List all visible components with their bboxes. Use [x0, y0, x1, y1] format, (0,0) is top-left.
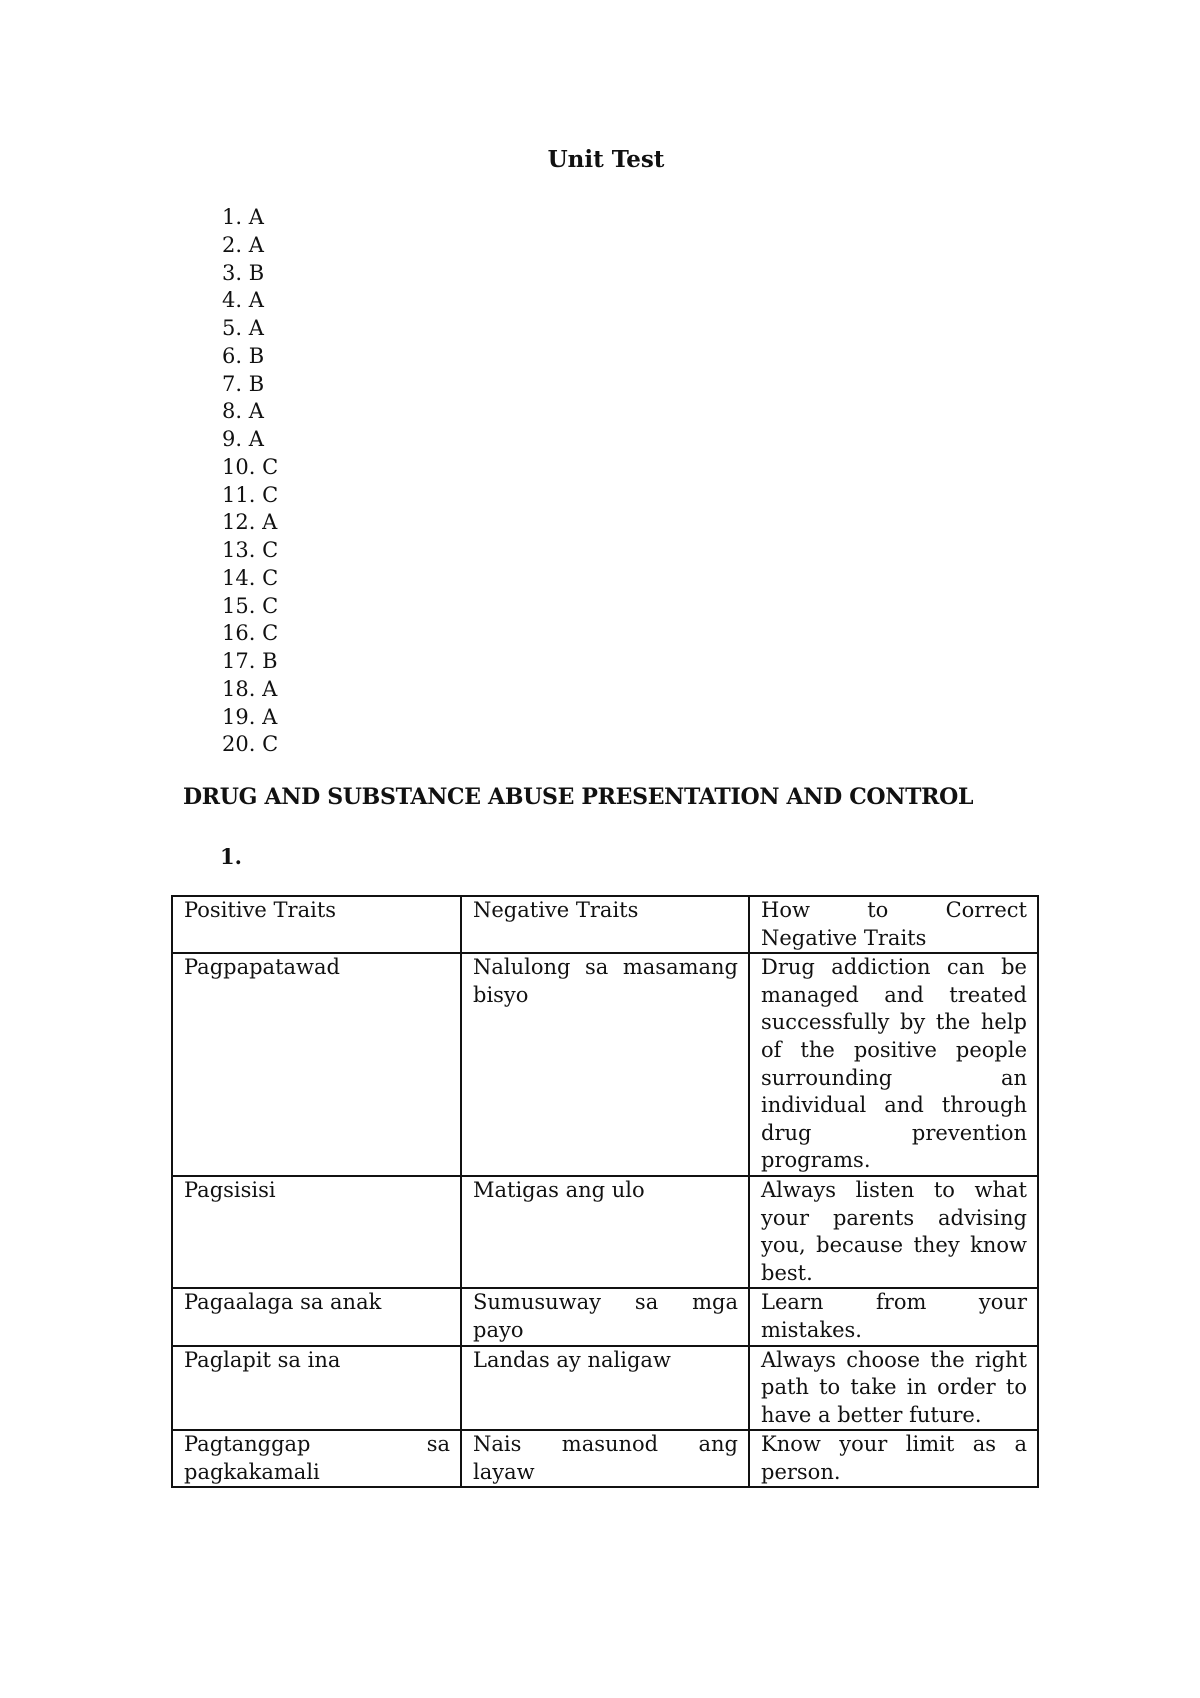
- answer-number: 8.: [222, 399, 243, 424]
- answer-letter: A: [248, 316, 264, 340]
- list-item: [222, 371, 278, 399]
- answer-letter: B: [262, 649, 278, 673]
- list-item: [222, 537, 278, 565]
- positive-trait-cell: Pagsisisi: [172, 1176, 461, 1288]
- answer-letter: A: [262, 704, 278, 729]
- answer-letter: A: [248, 427, 264, 451]
- answer-number: 1.: [222, 205, 243, 229]
- answer-letter: B: [248, 260, 265, 285]
- answer-number: 19.: [222, 704, 256, 729]
- correction-cell: Always listen to what your parents advising you, because they know best.: [749, 1176, 1038, 1288]
- table-row: [172, 1176, 1038, 1288]
- header-how-to-correct: How to Correct Negative Traits: [749, 896, 1038, 953]
- list-item: [222, 482, 278, 510]
- answer-number: 15.: [222, 593, 256, 618]
- list-item: [222, 454, 278, 482]
- list-item: [222, 287, 278, 315]
- page-title: Unit Test: [547, 146, 665, 173]
- positive-trait-cell: Pagtanggap sa pagkakamali: [172, 1430, 461, 1487]
- answer-letter: C: [262, 538, 279, 562]
- answer-number: 13.: [222, 538, 256, 562]
- list-item: [222, 704, 278, 732]
- table-row: [172, 953, 1038, 1176]
- answer-number: 6.: [222, 343, 243, 368]
- section-title: DRUG AND SUBSTANCE ABUSE PRESENTATION AND CONTROL: [183, 784, 974, 810]
- list-item: [222, 509, 278, 537]
- header-negative-traits: Negative Traits: [461, 896, 749, 953]
- answer-number: 18.: [222, 676, 256, 701]
- answer-letter: C: [262, 565, 279, 590]
- list-item: [222, 232, 278, 260]
- negative-trait-cell: Nais masunod ang layaw: [461, 1430, 749, 1487]
- correction-cell: Always choose the right path to take in order to have a better future.: [749, 1346, 1038, 1431]
- list-item: [222, 648, 278, 676]
- header-positive-traits: Positive Traits: [172, 896, 461, 953]
- table-header-row: [172, 896, 1038, 953]
- negative-trait-cell: Matigas ang ulo: [461, 1176, 749, 1288]
- positive-trait-cell: Paglapit sa ina: [172, 1346, 461, 1431]
- answer-letter: A: [262, 676, 278, 701]
- answer-number: 11.: [222, 482, 256, 507]
- answer-letter: C: [262, 454, 279, 479]
- table-row: [172, 1430, 1038, 1487]
- table-row: [172, 1288, 1038, 1345]
- list-item: [222, 260, 278, 288]
- answer-letter: A: [248, 288, 264, 313]
- answer-letter: B: [248, 343, 265, 368]
- answer-number: 16.: [222, 621, 256, 646]
- list-item: [222, 593, 278, 621]
- answer-number: 4.: [222, 288, 243, 313]
- answer-number: 9.: [222, 427, 243, 451]
- answer-number: 5.: [222, 316, 243, 340]
- answer-letter: A: [248, 232, 264, 257]
- answer-key-list: [222, 204, 278, 759]
- answer-number: 2.: [222, 232, 243, 257]
- answer-number: 20.: [222, 732, 256, 757]
- answer-letter: A: [262, 510, 278, 535]
- answer-letter: C: [262, 482, 279, 507]
- answer-letter: B: [248, 371, 265, 396]
- answer-number: 7.: [222, 371, 243, 396]
- answer-number: 17.: [222, 649, 256, 673]
- list-item: [222, 565, 278, 593]
- correction-cell: Know your limit as a person.: [749, 1430, 1038, 1487]
- answer-number: 12.: [222, 510, 256, 535]
- positive-trait-cell: Pagaalaga sa anak: [172, 1288, 461, 1345]
- list-item: [222, 398, 278, 426]
- correction-cell: Learn from your mistakes.: [749, 1288, 1038, 1345]
- list-item: [222, 426, 278, 454]
- answer-letter: C: [262, 732, 279, 757]
- negative-trait-cell: Nalulong sa masamang bisyo: [461, 953, 749, 1176]
- answer-letter: C: [262, 593, 279, 618]
- list-item: [222, 315, 278, 343]
- list-item: [222, 204, 278, 232]
- list-item: [222, 343, 278, 371]
- answer-number: 3.: [222, 260, 243, 285]
- answer-number: 14.: [222, 565, 256, 590]
- answer-letter: A: [248, 399, 264, 424]
- list-item: [222, 731, 278, 759]
- answer-number: 10.: [222, 454, 256, 479]
- negative-trait-cell: Sumusuway sa mga payo: [461, 1288, 749, 1345]
- item-number: 1.: [220, 844, 242, 869]
- answer-letter: A: [248, 205, 264, 229]
- list-item: [222, 620, 278, 648]
- traits-table: [171, 895, 1039, 1488]
- table-row: [172, 1346, 1038, 1431]
- negative-trait-cell: Landas ay naligaw: [461, 1346, 749, 1431]
- positive-trait-cell: Pagpapatawad: [172, 953, 461, 1176]
- list-item: [222, 676, 278, 704]
- correction-cell: Drug addiction can be managed and treated successfully by the help of the positive people surrounding an individual and through drug prevention programs.: [749, 953, 1038, 1176]
- answer-letter: C: [262, 621, 279, 646]
